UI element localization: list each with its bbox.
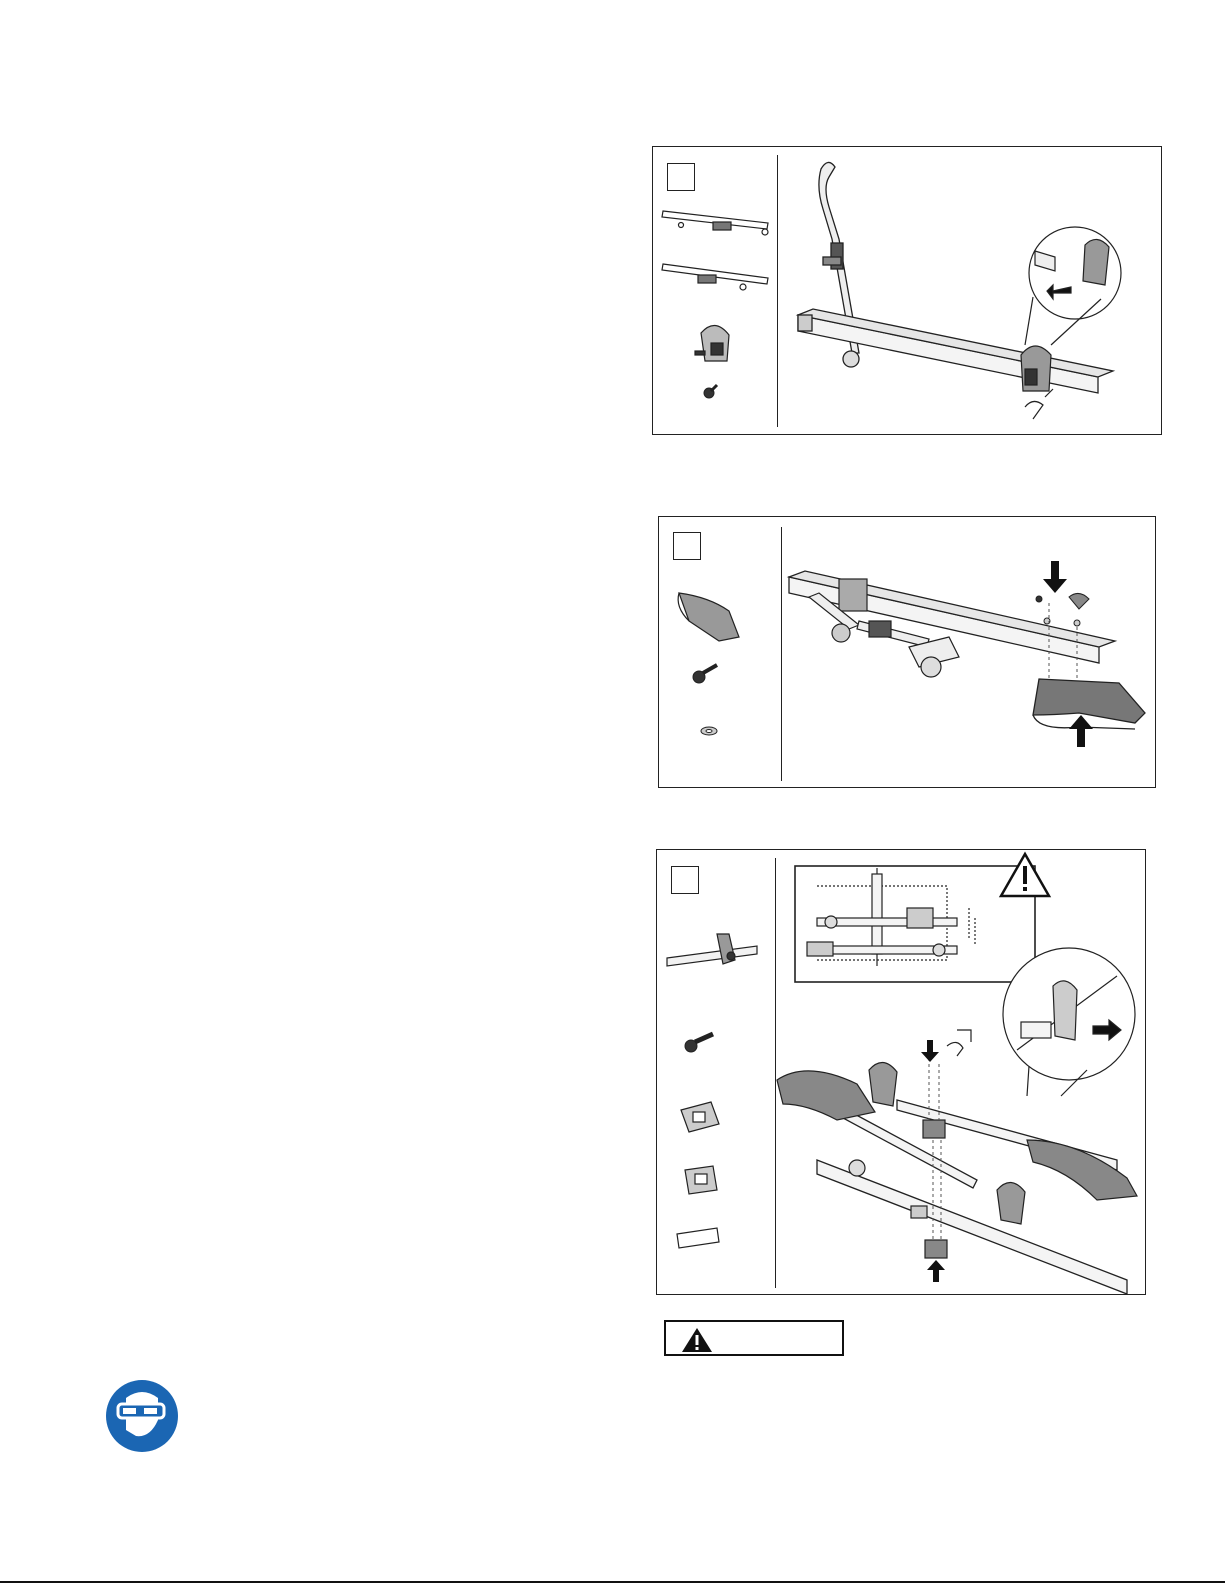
step-1-panel: [652, 146, 1162, 435]
warning-triangle-icon: [680, 1326, 714, 1354]
detail-callout: [1025, 227, 1121, 345]
wheel-tray: [1033, 679, 1145, 729]
pin-icon: [677, 1228, 719, 1248]
step-3-illustration: [657, 850, 1147, 1296]
step-1-illustration: [653, 147, 1163, 436]
arrow-down-icon: [1043, 561, 1067, 593]
wheel-cradle-icon: [695, 325, 729, 361]
wrench-icon: [1025, 389, 1053, 419]
bracket-parts: [911, 1120, 947, 1258]
bolt-icon: [685, 1034, 713, 1052]
step-2-panel: [658, 516, 1156, 788]
wheel-tray-icon: [678, 593, 739, 641]
arrow-down-icon: [921, 1040, 939, 1062]
page-bottom-rule: [0, 1581, 1225, 1583]
clamp-plate-icon: [685, 1166, 717, 1194]
step-3-panel: [656, 849, 1146, 1295]
rack-frame: [817, 1100, 1127, 1294]
step-2-illustration: [659, 517, 1157, 789]
strap-clip: [1036, 593, 1089, 626]
warning-inset: [795, 866, 1035, 982]
wheel-tray: [777, 1071, 1137, 1200]
bolt-icon: [704, 385, 717, 398]
bolt-icon: [693, 665, 717, 683]
main-bar: [798, 309, 1113, 393]
safety-goggles-icon: [106, 1380, 178, 1452]
arrow-up-icon: [1069, 715, 1093, 747]
wrench-icon: [947, 1030, 971, 1056]
cross-bar-icon: [667, 934, 757, 966]
bar-assembly-icon: [662, 211, 768, 235]
warning-label: [664, 1320, 844, 1356]
arm-cradle: [849, 1062, 1025, 1224]
bracket-icon: [681, 1102, 719, 1132]
detail-callout: [1003, 948, 1135, 1096]
safety-goggles-badge: [106, 1380, 178, 1452]
wheel-cradle: [1021, 346, 1051, 391]
washer-icon: [701, 727, 717, 735]
arrow-up-icon: [927, 1260, 945, 1282]
bar-assembly-icon: [662, 264, 768, 290]
